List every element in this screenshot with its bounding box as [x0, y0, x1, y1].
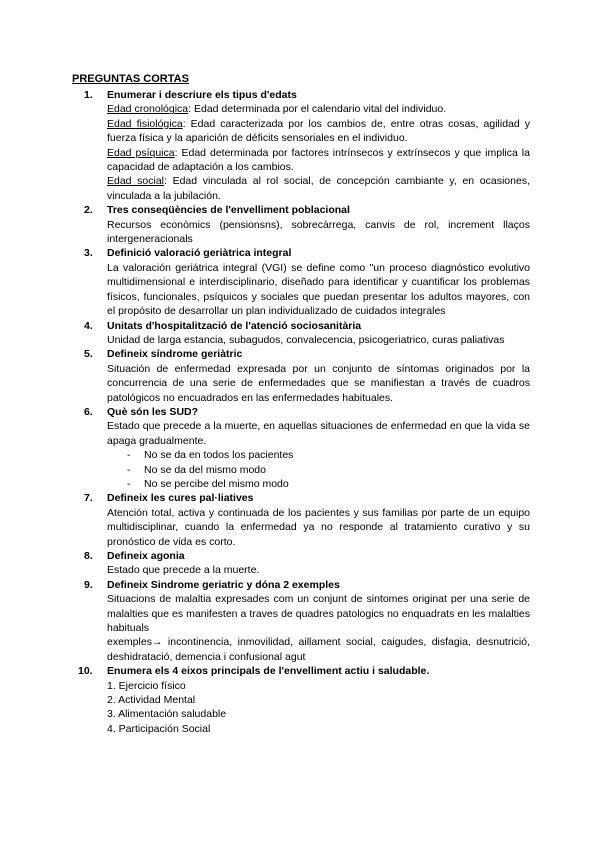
list-item: 4. Participación Social — [107, 722, 211, 735]
examples: exemples→ incontinencia, inmovilidad, aillament social, caigudes, disfagia, desnutrició, deshidratació, demencia i confusional agut — [107, 636, 530, 663]
question-8 — [70, 549, 530, 578]
list-item: 2. Actividad Mental — [107, 694, 196, 707]
age-definition: Edad cronológica: Edad determinada por el calendario vital del individuo. — [107, 103, 447, 116]
question-title: Defineix síndrome geriàtric — [107, 348, 243, 361]
question-title: Tres conseqüències de l'envelliment poblacional — [107, 204, 350, 217]
answer: Estado que precede a la muerte, en aquellas situaciones de enfermedad en que la vida se apaga gradualmente. — [107, 420, 530, 447]
question-title: Enumera els 4 eixos principals de l'envelliment actiu i saludable. — [107, 665, 430, 678]
dash-bullet: - — [127, 463, 131, 476]
question-1 — [70, 88, 530, 203]
question-title: Definició valoració geriàtrica integral — [107, 247, 292, 260]
age-definition: Edad fisiológica: Edad caracterizada por los cambios de, entre otras cosas, agilidad y fuerza física y la aparición de déficits sensoriales en el individuo. — [107, 117, 531, 145]
list-item: 3. Alimentación saludable — [107, 708, 227, 721]
answer: Unidad de larga estancia, subagudos, convalecencia, psicogeriatrico, curas paliativas — [107, 333, 505, 346]
answer: Situación de enfermedad expresada por un conjunto de síntomas originados por la concurrencia de una serie de enfermedades que se manifiestan a través de cuadros patológicos no encuadrados en las enfermedades habituales. — [107, 362, 530, 404]
answer: La valoración geriátrica integral (VGI) se define como "un proceso diagnóstico evolutivo multidimensional e interdisciplinario, diseñado para identificar y cuantificar los problemas físicos, funcionales, psíquicos y sociales que puedan presentar los adultos mayores, con el propósito de desarrollar un plan individualizado de cuidados integrales — [107, 261, 530, 318]
age-term: Edad cronológica — [107, 103, 189, 116]
age-term: Edad psíquica — [107, 146, 175, 159]
question-7 — [70, 491, 530, 549]
question-title: Defineix agonia — [107, 550, 185, 562]
answer: Estado que precede a la muerte. — [107, 564, 260, 577]
answer: Situacions de malaltia expresades com un conjunt de sintomes originat per una serie de malalties que es manifesten a traves de quadres patologics no enquadrats en les malalties habituals — [107, 593, 530, 635]
answer — [70, 102, 530, 203]
question-3 — [70, 246, 530, 318]
question-10 — [70, 664, 530, 736]
age-definition: Edad social: Edad vinculada al rol social, de concepción cambiante y, en ocasiones, vinculada a la jubilación. — [107, 175, 530, 202]
question-number: 6. — [84, 405, 93, 418]
question-6 — [70, 405, 530, 491]
question-title: Enumerar i descriure els tipus d'edats — [107, 89, 297, 101]
answer: Atención total, activa y continuada de los pacientes y sus familias por parte de un equipo multidisciplinar, cuando la enfermedad ya no responde al tratamiento curativo y su pronóstico de vida es corto. — [107, 506, 530, 548]
question-number: 3. — [84, 247, 93, 260]
question-number: 1. — [84, 89, 93, 101]
age-definition: Edad psíquica: Edad determinada por factores intrínsecos y extrínsecos y que implica la capacidad de adaptación a los cambios. — [107, 146, 530, 174]
question-number: 9. — [84, 578, 93, 591]
age-term: Edad fisiológica — [107, 117, 183, 130]
question-number: 5. — [84, 348, 93, 361]
question-9 — [70, 578, 530, 664]
dash-bullet: - — [127, 449, 131, 462]
question-number: 2. — [84, 204, 93, 217]
list-item: - No se da en todos los pacientes — [127, 449, 294, 462]
question-number: 4. — [84, 319, 93, 332]
question-5 — [70, 347, 530, 405]
question-title: Defineix les cures pal·liatives — [107, 492, 254, 505]
question-4 — [70, 319, 530, 348]
question-title: Unitats d'hospitalització de l'atenció sociosanitària — [107, 319, 362, 332]
question-title: Què són les SUD? — [107, 405, 199, 418]
question-title: Defineix Sindrome geriatric y dóna 2 exemples — [107, 578, 340, 591]
questions-list — [70, 88, 530, 736]
question-number: 10. — [78, 665, 93, 678]
document-title: PREGUNTAS CORTAS — [72, 73, 189, 85]
list-item: - No se percibe del mismo modo — [127, 477, 289, 490]
age-term: Edad social — [107, 175, 165, 188]
question-number: 7. — [84, 492, 93, 505]
question-2 — [70, 203, 530, 246]
answer: Recursos econòmics (pensionsns), sobrecàrrega, canvis de rol, increment llaços intergeneracionals — [107, 218, 530, 246]
dash-bullet: - — [127, 477, 131, 490]
list-item: 1. Ejercicio físico — [107, 679, 186, 692]
list-item: - No se da del mismo modo — [127, 463, 266, 476]
question-number: 8. — [84, 550, 93, 562]
